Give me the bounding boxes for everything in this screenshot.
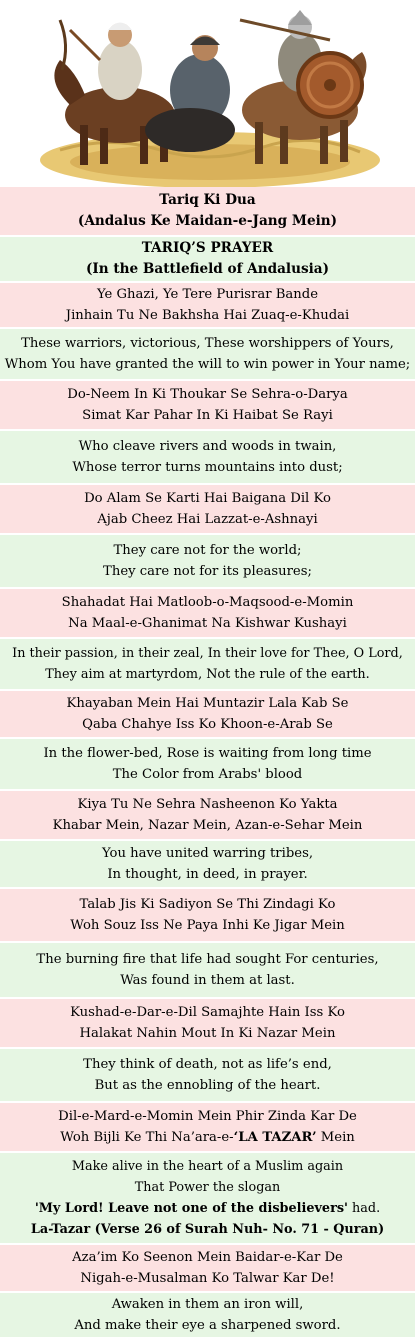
- urdu-stanza-3: [0, 483, 415, 533]
- english-title: TARIQ’S PRAYER: [141, 240, 274, 256]
- verse-text: had.: [347, 1201, 381, 1216]
- english-stanza-3: [0, 533, 415, 587]
- verse-line: Aza’im Ko Seenon Mein Baidar-e-Kar De: [72, 1250, 343, 1265]
- verse-line: Qaba Chahye Iss Ko Khoon-e-Arab Se: [82, 717, 333, 732]
- poem-sections: [0, 187, 415, 1337]
- english-stanza-7: [0, 941, 415, 997]
- verse-line: In their passion, in their zeal, In their love for Thee, O Lord,: [12, 646, 403, 661]
- verse-line: Do-Neem In Ki Thoukar Se Sehra-o-Darya: [67, 387, 348, 402]
- verse-line-mixed: [0, 1127, 415, 1148]
- english-stanza-2: [0, 429, 415, 483]
- verse-line: That Power the slogan: [134, 1180, 281, 1195]
- english-subtitle: (In the Battlefield of Andalusia): [85, 261, 330, 277]
- verse-line: The burning fire that life had sought For centuries,: [36, 952, 379, 967]
- verse-line: Whom You have granted the will to win power in Your name;: [4, 357, 411, 372]
- verse-text: Woh Bijli Ke Thi Na’ara-e-: [60, 1130, 234, 1145]
- verse-line: Do Alam Se Karti Hai Baigana Dil Ko: [84, 491, 331, 506]
- verse-line: Simat Kar Pahar In Ki Haibat Se Rayi: [82, 408, 333, 423]
- verse-text: Mein: [316, 1130, 355, 1145]
- verse-line: Dil-e-Mard-e-Momin Mein Phir Zinda Kar De: [58, 1109, 357, 1124]
- english-stanza-9: [0, 1151, 415, 1243]
- verse-emphasis: ‘LA TAZAR’: [233, 1130, 317, 1145]
- verse-line: They aim at martyrdom, Not the rule of the earth.: [45, 667, 370, 682]
- verse-line: Who cleave rivers and woods in twain,: [78, 439, 337, 454]
- verse-line: Was found in them at last.: [120, 973, 295, 988]
- verse-line: Khayaban Mein Hai Muntazir Lala Kab Se: [66, 696, 349, 711]
- verse-line: Ajab Cheez Hai Lazzat-e-Ashnayi: [97, 512, 318, 527]
- verse-line: Khabar Mein, Nazar Mein, Azan-e-Sehar Mein: [52, 818, 363, 833]
- verse-line: They care not for its pleasures;: [103, 564, 312, 579]
- urdu-stanza-6: [0, 789, 415, 839]
- verse-line: Jinhain Tu Ne Bakhsha Hai Zuaq-e-Khudai: [65, 308, 350, 323]
- english-stanza-8: [0, 1047, 415, 1101]
- urdu-subtitle: (Andalus Ke Maidan-e-Jang Mein): [77, 213, 338, 229]
- verse-emphasis: 'My Lord! Leave not one of the disbelievers': [34, 1201, 348, 1216]
- verse-line: You have united warring tribes,: [101, 846, 314, 861]
- verse-line: They think of death, not as life’s end,: [83, 1057, 332, 1072]
- urdu-stanza-1: [0, 281, 415, 327]
- english-stanza-10: [0, 1291, 415, 1337]
- verse-line: Talab Jis Ki Sadiyon Se Thi Zindagi Ko: [79, 897, 336, 912]
- verse-line: Nigah-e-Musalman Ko Talwar Kar De!: [80, 1271, 335, 1286]
- verse-line: And make their eye a sharpened sword.: [74, 1318, 341, 1333]
- english-stanza-6: [0, 839, 415, 887]
- verse-line: Halakat Nahin Mout In Ki Nazar Mein: [79, 1026, 336, 1041]
- battle-illustration: [0, 0, 415, 187]
- urdu-stanza-9: [0, 1101, 415, 1151]
- verse-line: Ye Ghazi, Ye Tere Purisrar Bande: [96, 287, 319, 302]
- quran-reference: La-Tazar (Verse 26 of Surah Nuh- No. 71 - Quran): [30, 1222, 385, 1237]
- verse-line: Shahadat Hai Matloob-o-Maqsood-e-Momin: [61, 595, 354, 610]
- verse-line: These warriors, victorious, These worshippers of Yours,: [21, 336, 394, 351]
- verse-line: They care not for the world;: [113, 543, 302, 558]
- english-stanza-1: [0, 327, 415, 379]
- verse-line: Kushad-e-Dar-e-Dil Samajhte Hain Iss Ko: [70, 1005, 345, 1020]
- verse-line: Awaken in them an iron will,: [111, 1297, 304, 1312]
- english-stanza-5: [0, 737, 415, 789]
- verse-line: In the flower-bed, Rose is waiting from long time: [43, 746, 372, 761]
- verse-line: In thought, in deed, in prayer.: [107, 867, 308, 882]
- urdu-stanza-2: [0, 379, 415, 429]
- verse-line: Woh Souz Iss Ne Paya Inhi Ke Jigar Mein: [70, 918, 345, 933]
- verse-line: Make alive in the heart of a Muslim again: [71, 1159, 344, 1174]
- verse-line: Kiya Tu Ne Sehra Nasheenon Ko Yakta: [77, 797, 338, 812]
- urdu-stanza-7: [0, 887, 415, 941]
- english-stanza-4: [0, 637, 415, 689]
- urdu-stanza-8: [0, 997, 415, 1047]
- verse-line: But as the ennobling of the heart.: [94, 1078, 321, 1093]
- urdu-title: Tariq Ki Dua: [159, 192, 256, 208]
- urdu-stanza-4: [0, 587, 415, 637]
- verse-line: Whose terror turns mountains into dust;: [72, 460, 343, 475]
- english-title-block: [0, 235, 415, 281]
- verse-line: Na Maal-e-Ghanimat Na Kishwar Kushayi: [68, 616, 347, 631]
- urdu-stanza-5: [0, 689, 415, 737]
- verse-line-mixed: [0, 1198, 415, 1219]
- urdu-stanza-10: [0, 1243, 415, 1291]
- urdu-title-block: [0, 187, 415, 235]
- verse-line: The Color from Arabs' blood: [112, 767, 303, 782]
